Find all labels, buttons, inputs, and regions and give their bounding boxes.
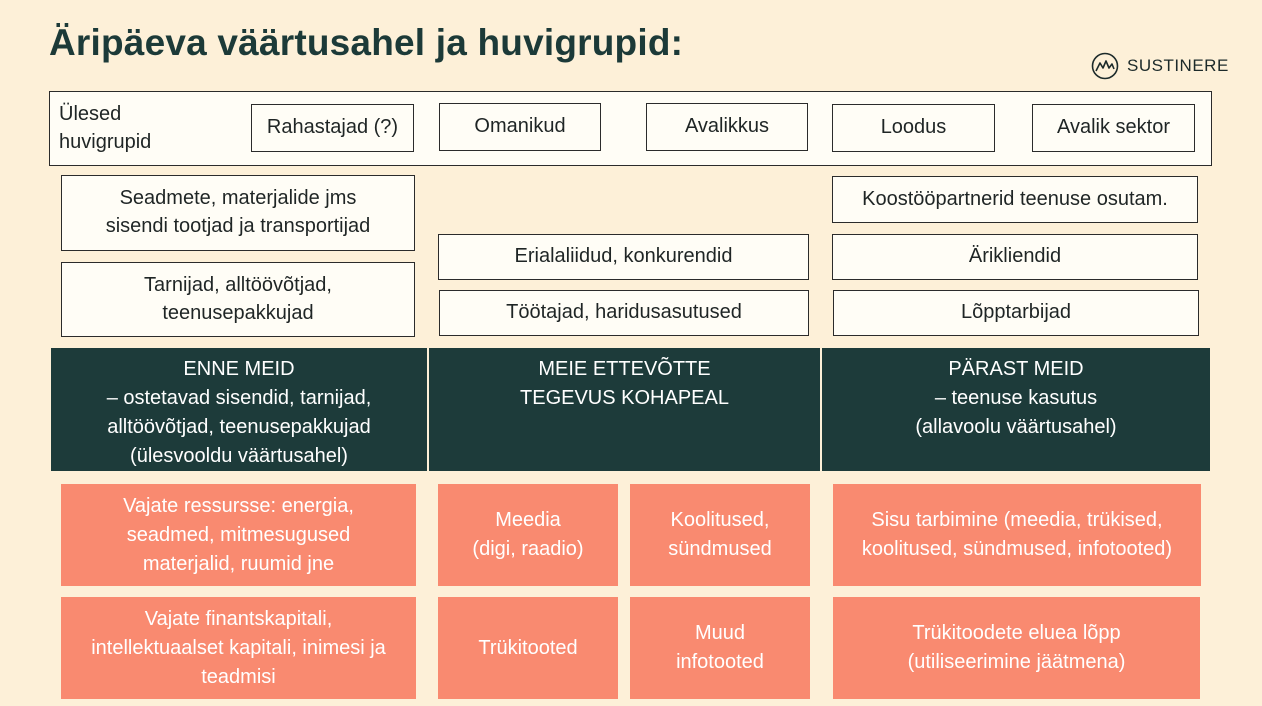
stakeholder-owners: Omanikud [439,103,601,151]
stakeholder-suppliers-subcontractors: Tarnijad, alltöövõtjad, teenusepakkujad [61,262,415,337]
impact-content-consumption: Sisu tarbimine (meedia, trükised, koolitused, sündmused, infotooted) [833,484,1201,586]
stakeholder-funders: Rahastajad (?) [251,104,414,152]
impact-resources: Vajate ressursse: energia, seadmed, mitmesugused materjalid, ruumid jne [61,484,416,586]
stakeholder-employees-education: Töötajad, haridusasutused [439,290,809,336]
brand-logo [1091,52,1229,80]
stakeholder-producers-transporters: Seadmete, materjalide jms sisendi tootjad ja transportijad [61,175,415,251]
impact-print-end-of-life: Trükitoodete eluea lõpp (utiliseerimine jäätmena) [833,597,1200,699]
stakeholder-cooperation-partners: Koostööpartnerid teenuse osutam. [832,176,1198,223]
impact-other-info-products: Muud infotooted [630,597,810,699]
stage-downstream: PÄRAST MEID – teenuse kasutus (allavoolu väärtusahel) [822,348,1210,471]
mountain-logo-icon [1091,52,1119,80]
stakeholder-associations-competitors: Erialaliidud, konkurendid [438,234,809,280]
stakeholder-end-consumers: Lõpptarbijad [833,290,1199,336]
impact-media: Meedia (digi, raadio) [438,484,618,586]
stage-upstream: ENNE MEID – ostetavad sisendid, tarnijad, alltöövõtjad, teenusepakkujad (ülesvooldu väärtusahel) [51,348,427,471]
top-stakeholders-label: Ülesed huvigrupid [59,103,152,153]
stage-own-operations: MEIE ETTEVÕTTE TEGEVUS KOHAPEAL [429,348,820,471]
stakeholder-business-clients: Ärikliendid [832,234,1198,280]
stakeholder-nature: Loodus [832,104,995,152]
brand-name: SUSTINERE [1127,56,1229,75]
stakeholder-public-sector: Avalik sektor [1032,104,1195,152]
stakeholder-public: Avalikkus [646,103,808,151]
impact-print-products: Trükitooted [438,597,618,699]
impact-capital: Vajate finantskapitali, intellektuaalset kapitali, inimesi ja teadmisi [61,597,416,699]
page-title: Äripäeva väärtusahel ja huvigrupid: [49,22,684,63]
impact-trainings-events: Koolitused, sündmused [630,484,810,586]
